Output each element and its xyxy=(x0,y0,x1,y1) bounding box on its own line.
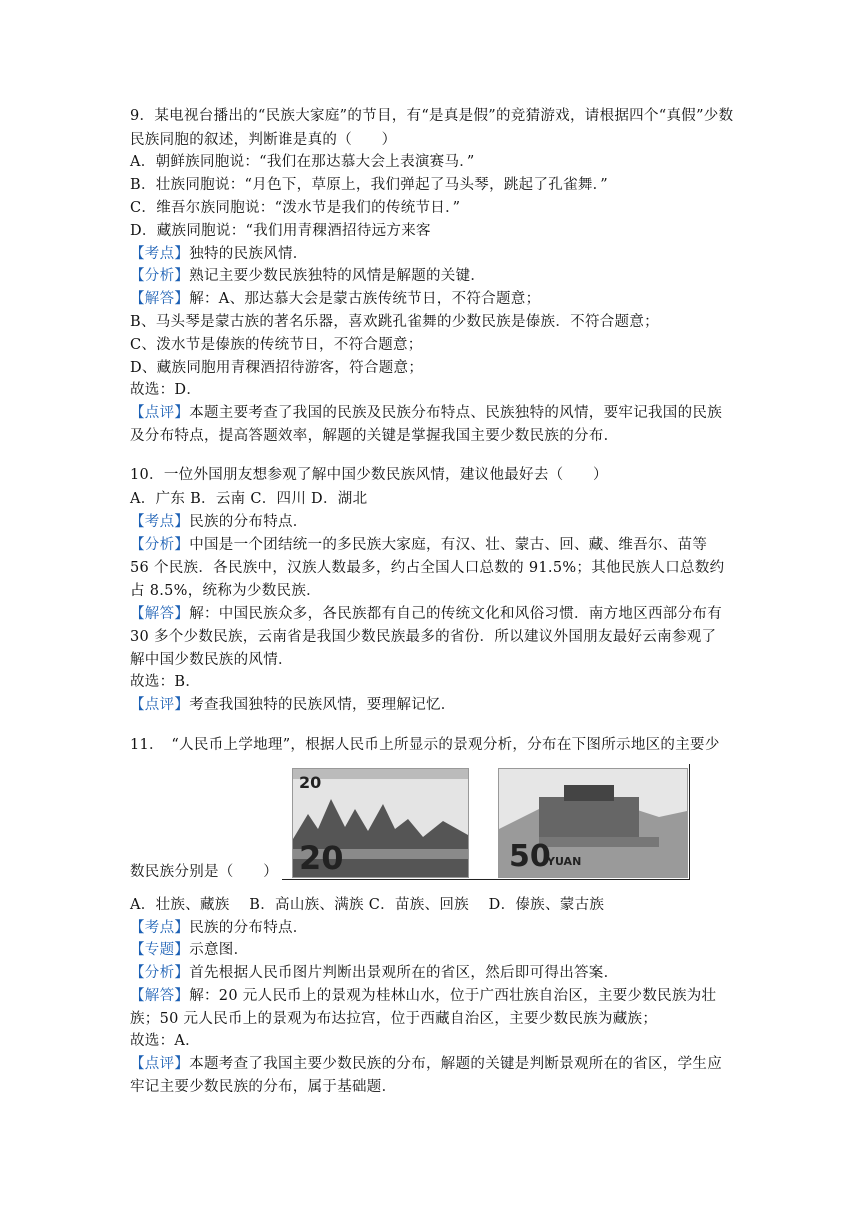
q9-jieda-line1 xyxy=(130,287,740,311)
fenxi-tag: 【分析】 xyxy=(130,537,190,553)
q11-answer: 故选：A． xyxy=(130,1033,200,1049)
q9-fenxi-text: 熟记主要少数民族独特的风情是解题的关键． xyxy=(189,268,486,284)
q9-kaodian-text: 独特的民族风情． xyxy=(189,246,308,262)
q10-fenxi-line3: 占 8.5%，统称为少数民族． xyxy=(130,583,321,599)
banknote-50-value: 50 xyxy=(509,839,551,874)
q10-fenxi-line2: 56 个民族．各民族中，汉族人数最多，约占全国人口总数的 91.5%；其他民族人口总数约 xyxy=(130,560,725,576)
kaodian-tag: 【考点】 xyxy=(130,514,190,530)
zhuanti-tag: 【专题】 xyxy=(130,942,190,958)
jieda-tag: 【解答】 xyxy=(130,291,190,307)
dianping-tag: 【点评】 xyxy=(130,1056,190,1072)
q11-dianping-line1 xyxy=(130,1052,740,1076)
q10-jieda-line1 xyxy=(130,602,740,626)
q10-jieda-text1: 解：中国民族众多，各民族都有自己的传统文化和风俗习惯．南方地区西部分布有 xyxy=(189,606,722,622)
q9-jieda-line3: C、泼水节是傣族的传统节日，不符合题意； xyxy=(130,337,423,353)
q11-stem-line2: 数民族分别是（ ） xyxy=(130,864,278,880)
q11-stem-line1: 11． “人民币上学地理”，根据人民币上所显示的景观分析，分布在下图所示地区的主要少 xyxy=(130,737,720,753)
q9-jieda-text1: 解：A、那达慕大会是蒙古族传统节日，不符合题意； xyxy=(189,291,541,307)
q9-jieda-line4: D、藏族同胞用青稞酒招待游客，符合题意； xyxy=(130,360,424,376)
jieda-tag: 【解答】 xyxy=(130,606,190,622)
q11-jieda-line1 xyxy=(130,984,740,1008)
q10-jieda-line3: 解中国少数民族的风情． xyxy=(130,652,293,668)
q11-fenxi xyxy=(130,961,740,985)
q9-jieda-line2: B、马头琴是蒙古族的著名乐器，喜欢跳孔雀舞的少数民族是傣族．不符合题意； xyxy=(130,314,659,330)
q9-fenxi xyxy=(130,264,740,288)
dianping-tag: 【点评】 xyxy=(130,405,190,421)
jieda-tag: 【解答】 xyxy=(130,988,190,1004)
q11-dianping-text1: 本题考查了我国主要少数民族的分布，解题的关键是判断景观所在的省区，学生应 xyxy=(189,1056,722,1072)
q11-kaodian xyxy=(130,916,740,940)
banknote-50-yuan-label: YUAN xyxy=(547,855,582,868)
q11-kaodian-text: 民族的分布特点． xyxy=(189,920,308,936)
q10-fenxi-text1: 中国是一个团结统一的多民族大家庭，有汉、壮、蒙古、回、藏、维吾尔、苗等 xyxy=(189,537,708,553)
q9-dianping-text1: 本题主要考查了我国的民族及民族分布特点、民族独特的风情，要牢记我国的民族 xyxy=(189,405,722,421)
q11-fenxi-text: 首先根据人民币图片判断出景观所在的省区，然后即可得出答案． xyxy=(189,965,619,981)
banknote-20-value: 20 xyxy=(299,839,344,877)
q10-answer: 故选：B． xyxy=(130,674,201,690)
q9-stem-line2: 民族同胞的叙述，判断谁是真的（ ） xyxy=(130,132,397,148)
q10-stem: 10．一位外国朋友想参观了解中国少数民族风情，建议他最好去（ ） xyxy=(130,467,608,483)
q11-options: A．壮族、藏族 B．高山族、满族 C．苗族、回族 D．傣族、蒙古族 xyxy=(130,897,605,913)
q9-option-d: D．藏族同胞说：“我们用青稞酒招待远方来客 xyxy=(130,223,431,239)
q10-options: A．广东 B．云南 C．四川 D．湖北 xyxy=(130,491,368,507)
q9-stem-line1: 9．某电视台播出的“民族大家庭”的节目，有“是真是假”的竞猜游戏，请根据四个“真假”少数 xyxy=(130,108,734,124)
q10-dianping xyxy=(130,693,740,717)
q9-answer: 故选：D． xyxy=(130,382,202,398)
fenxi-tag: 【分析】 xyxy=(130,965,190,981)
q11-jieda-line2: 族；50 元人民币上的景观为布达拉宫，位于西藏自治区，主要少数民族为藏族； xyxy=(130,1011,658,1027)
q10-kaodian xyxy=(130,510,740,534)
dianping-tag: 【点评】 xyxy=(130,697,190,713)
fenxi-tag: 【分析】 xyxy=(130,268,190,284)
q11-dianping-line2: 牢记主要少数民族的分布，属于基础题． xyxy=(130,1079,397,1095)
q10-kaodian-text: 民族的分布特点． xyxy=(189,514,308,530)
q10-dianping-text: 考查我国独特的民族风情，要理解记忆． xyxy=(189,697,456,713)
q11-zhuanti-text: 示意图． xyxy=(189,942,249,958)
banknote-20-corner-value: 20 xyxy=(299,773,322,792)
q11-zhuanti xyxy=(130,938,740,962)
q9-dianping-line1 xyxy=(130,401,740,425)
kaodian-tag: 【考点】 xyxy=(130,246,190,262)
q10-fenxi-line1 xyxy=(130,533,740,557)
q9-kaodian xyxy=(130,242,740,266)
q9-option-b: B．壮族同胞说：“月色下，草原上，我们弹起了马头琴，跳起了孔雀舞．” xyxy=(130,177,608,193)
q10-jieda-line2: 30 多个少数民族，云南省是我国少数民族最多的省份．所以建议外国朋友最好云南参观了 xyxy=(130,629,717,645)
q9-option-c: C．维吾尔族同胞说：“泼水节是我们的传统节日．” xyxy=(130,200,461,216)
q11-jieda-text1: 解：20 元人民币上的景观为桂林山水，位于广西壮族自治区，主要少数民族为壮 xyxy=(189,988,717,1004)
kaodian-tag: 【考点】 xyxy=(130,920,190,936)
q9-dianping-line2: 及分布特点，提高答题效率，解题的关键是掌握我国主要少数民族的分布． xyxy=(130,428,619,444)
q9-option-a: A．朝鲜族同胞说：“我们在那达慕大会上表演赛马．” xyxy=(130,154,475,170)
